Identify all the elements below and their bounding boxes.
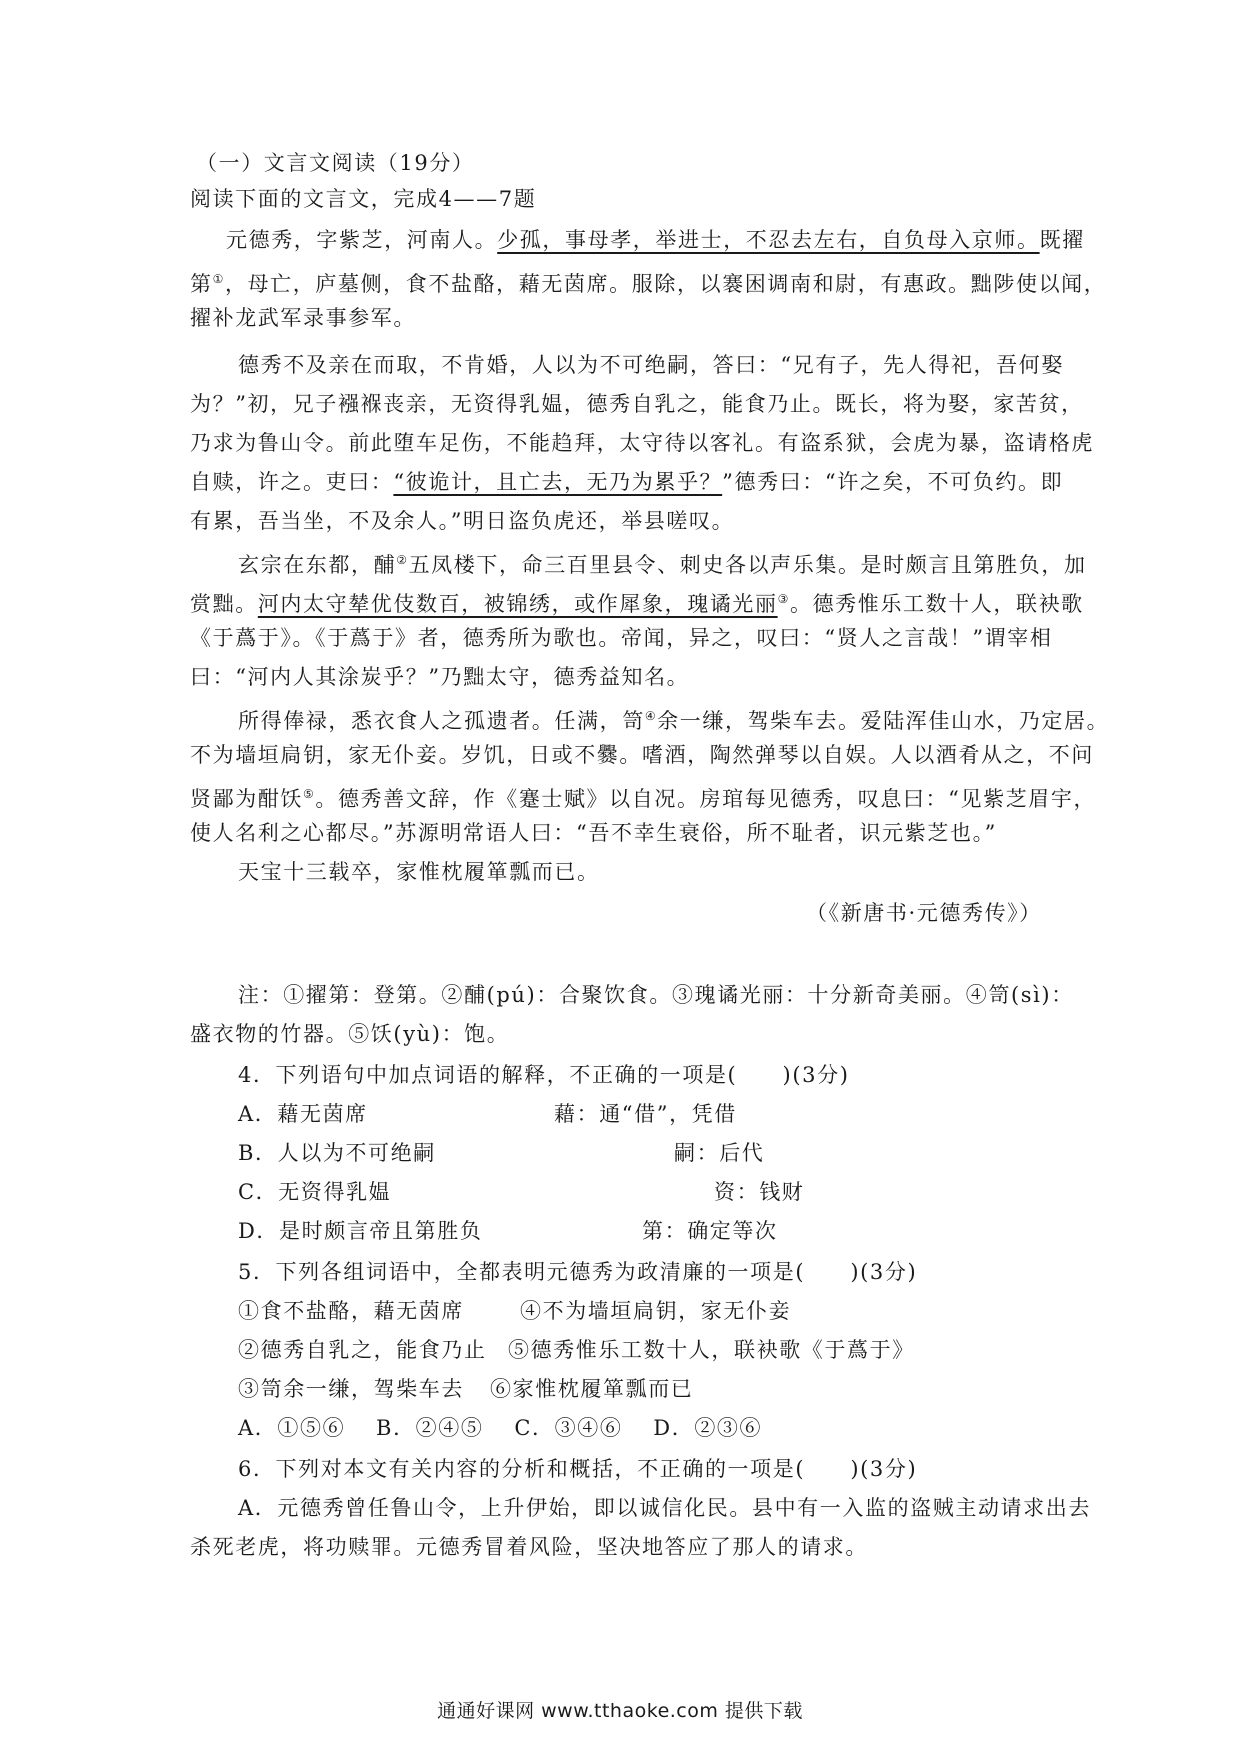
notes-line2: 盛衣物的竹器。⑤饫(yù)：饱。 bbox=[190, 1022, 510, 1046]
passage-p3-line4: 曰：“河内人其涂炭乎？”乃黜太守，德秀益知名。 bbox=[190, 665, 690, 689]
q6-option-a-line1: A．元德秀曾任鲁山令，上升伊始，即以诚信化民。县中有一入监的盗贼主动请求出去 bbox=[238, 1496, 1091, 1520]
footnote-marker: ④ bbox=[644, 709, 658, 723]
q4-option-c-gloss: 资：钱财 bbox=[714, 1180, 805, 1204]
passage-p4-line3 bbox=[190, 781, 1096, 812]
passage-text: ，母亡，庐墓侧，食不盐酪，藉无茵席。服除，以褰困调南和尉，有惠政。黜陟使以闻， bbox=[224, 272, 1107, 296]
q5-item-2: ②德秀自乳之，能食乃止 bbox=[238, 1338, 487, 1362]
passage-text: 赏黜。 bbox=[190, 592, 258, 616]
passage-text: 既擢 bbox=[1039, 228, 1085, 252]
q5-item-5: ⑤德秀惟乐工数十人，联袂歌《于蔿于》 bbox=[508, 1338, 915, 1362]
passage-p4-line1 bbox=[238, 703, 1109, 734]
q4-option-d: D．是时颇言帝且第胜负 bbox=[238, 1219, 483, 1243]
q4-stem: 4．下列语句中加点词语的解释，不正确的一项是( )(3分) bbox=[238, 1063, 850, 1087]
q5-item-3: ③笥余一缣，驾柴车去 bbox=[238, 1377, 464, 1401]
passage-p3-line1 bbox=[238, 547, 1087, 578]
q5-item-4: ④不为墙垣扃钥，家无仆妾 bbox=[520, 1299, 792, 1323]
footnote-marker: ② bbox=[396, 553, 409, 567]
passage-p4-line2: 不为墙垣扃钥，家无仆妾。岁饥，日或不爨。嗜酒，陶然弹琴以自娱。人以酒肴从之，不问 bbox=[190, 743, 1094, 767]
q4-option-a: A．藉无茵席 bbox=[238, 1102, 368, 1126]
q6-stem: 6．下列对本文有关内容的分析和概括，不正确的一项是( )(3分) bbox=[238, 1457, 918, 1481]
passage-text: 余一缣，驾柴车去。爱陆浑佳山水，乃定居。 bbox=[657, 709, 1110, 733]
passage-text: 第 bbox=[190, 272, 213, 296]
passage-p2-line3: 乃求为鲁山令。前此堕车足伤，不能趋拜，太守待以客礼。有盗系狱，会虎为暴，盗请格虎 bbox=[190, 431, 1094, 455]
passage-p3-line3: 《于蔿于》。《于蔿于》者，德秀所为歌也。帝闻，异之，叹曰：“贤人之言哉！”谓宰相 bbox=[190, 626, 1053, 650]
footnote-marker: ⑤ bbox=[303, 787, 316, 801]
footnote-marker: ③ bbox=[777, 592, 790, 606]
passage-text: 贤鄙为酣饫 bbox=[190, 787, 303, 811]
q6-option-a-line2: 杀死老虎，将功赎罪。元德秀冒着风险，坚决地答应了那人的请求。 bbox=[190, 1535, 868, 1559]
section-title: （一）文言文阅读（19分） bbox=[196, 151, 475, 175]
q4-option-b-gloss: 嗣：后代 bbox=[674, 1141, 765, 1165]
footnote-marker: ① bbox=[212, 272, 225, 286]
passage-text: 自赎，许之。吏曰： bbox=[190, 470, 394, 494]
notes-line1: 注：①擢第：登第。②酺(pú)：合聚饮食。③瑰谲光丽：十分新奇美丽。④笥(sì)： bbox=[238, 983, 1074, 1007]
q5-stem: 5．下列各组词语中，全都表明元德秀为政清廉的一项是( )(3分) bbox=[238, 1260, 918, 1284]
page-footer: 通通好课网 www.tthaoke.com 提供下载 bbox=[437, 1700, 803, 1722]
passage-p1-line1 bbox=[226, 227, 1085, 253]
q4-option-c: C．无资得乳媪 bbox=[238, 1180, 392, 1204]
passage-p2-line1: 德秀不及亲在而取，不肯婚，人以为不可绝嗣，答曰：“兄有子，先人得祀，吾何娶 bbox=[238, 353, 1064, 377]
q4-option-d-gloss: 第：确定等次 bbox=[642, 1219, 778, 1243]
passage-text: 。德秀惟乐工数十人，联袂歌 bbox=[789, 592, 1084, 616]
passage-text: 元德秀，字紫芝，河南人。 bbox=[226, 228, 498, 252]
passage-text: ”德秀曰：“许之矣，不可负约。即 bbox=[722, 470, 1064, 494]
underlined-sentence: 河内太守辇优伎数百，被锦绣，或作犀象，瑰谲光丽 bbox=[257, 592, 778, 616]
section-instruction: 阅读下面的文言文，完成4——7题 bbox=[190, 187, 537, 211]
passage-p1-line3: 擢补龙武军录事参军。 bbox=[190, 306, 416, 330]
passage-text: 。德秀善文辞，作《蹇士赋》以自况。房琯每见德秀，叹息曰：“见紫芝眉宇， bbox=[315, 787, 1097, 811]
passage-p1-line2 bbox=[190, 266, 1106, 297]
q5-item-1: ①食不盐酪，藉无茵席 bbox=[238, 1299, 464, 1323]
passage-p2-line4 bbox=[190, 469, 1063, 495]
q4-option-b: B．人以为不可绝嗣 bbox=[238, 1141, 436, 1165]
passage-source: （《新唐书·元德秀传》） bbox=[806, 901, 1042, 925]
q5-choices: A．①⑤⑥ B．②④⑤ C．③④⑥ D．②③⑥ bbox=[238, 1416, 763, 1440]
underlined-sentence: 少孤，事母孝，举进士，不忍去左右，自负母入京师。 bbox=[497, 228, 1040, 252]
underlined-sentence: “彼诡计，且亡去，无乃为累乎？ bbox=[393, 470, 723, 494]
passage-p2-line5: 有累，吾当坐，不及余人。”明日盗负虎还，举县嗟叹。 bbox=[190, 509, 735, 533]
passage-p3-line2 bbox=[190, 586, 1084, 617]
passage-p5: 天宝十三载卒，家惟枕履箪瓢而已。 bbox=[238, 860, 600, 884]
passage-p4-line4: 使人名利之心都尽。”苏源明常语人曰：“吾不幸生衰俗，所不耻者，识元紫芝也。” bbox=[190, 821, 998, 845]
passage-text: 玄宗在东都，酺 bbox=[238, 553, 397, 577]
passage-text: 所得俸禄，悉衣食人之孤遗者。任满，笥 bbox=[238, 709, 645, 733]
q5-item-6: ⑥家惟枕履箪瓢而已 bbox=[490, 1377, 694, 1401]
passage-text: 五凤楼下，命三百里县令、刺史各以声乐集。是时颇言且第胜负，加 bbox=[408, 553, 1087, 577]
q4-option-a-gloss: 藉：通“借”，凭借 bbox=[554, 1102, 737, 1126]
passage-p2-line2: 为？”初，兄子襁褓丧亲，无资得乳媪，德秀自乳之，能食乃止。既长，将为娶，家苦贫， bbox=[190, 392, 1084, 416]
